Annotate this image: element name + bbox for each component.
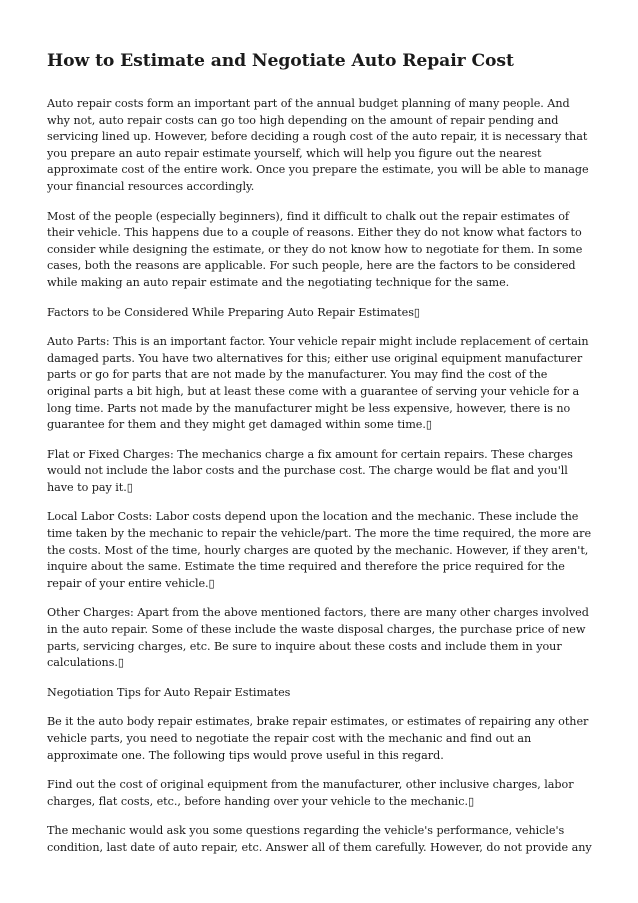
- paragraph-find-cost: Find out the cost of original equipment from the manufacturer, other inclusive charges, labor charges, flat costs, etc., before handing over your vehicle to the mechanic.▯: [47, 778, 574, 808]
- paragraph-negotiation-intro: Be it the auto body repair estimates, brake repair estimates, or estimates of repairing any other vehicle parts, you need to negotiate the repair cost with the mechanic and find out an approximate one. The following tips would prove useful in this regard.: [47, 715, 589, 762]
- document-title: How to Estimate and Negotiate Auto Repair Cost: [47, 51, 514, 71]
- paragraph-beginners: Most of the people (especially beginners), find it difficult to chalk out the repair estimates of their vehicle. This happens due to a couple of reasons. Either they do not know what factors to consider while designing the estimate, or they do not know how to negotiate for them. In some cases, both the reasons are applicable. For such people, here are the factors to be considered while making an auto repair estimate and the negotiating technique for the same.: [47, 209, 583, 289]
- paragraph-flat-charges: Flat or Fixed Charges: The mechanics charge a fix amount for certain repairs. These charges would not include the labor costs and the purchase cost. The charge would be flat and you'll have to pay it.▯: [47, 447, 573, 494]
- section-heading-factors: Factors to be Considered While Preparing Auto Repair Estimates▯: [47, 305, 420, 319]
- paragraph-auto-parts: Auto Parts: This is an important factor. Your vehicle repair might include replacement of certain damaged parts. You have two alternatives for this; either use original equipment manufacturer parts or go for parts that are not made by the manufacturer. You may find the cost of the original parts a bit high, but at least these come with a guarantee of serving your vehicle for a long time. Parts not made by the manufacturer might be less expensive, however, there is no guarantee for them and they might get damaged within some time.▯: [47, 335, 589, 432]
- paragraph-labor-costs: Local Labor Costs: Labor costs depend upon the location and the mechanic. These include the time taken by the mechanic to repair the vehicle/part. The more the time required, the more are the costs. Most of the time, hourly charges are quoted by the mechanic. However, if they aren't, inquire about the same. Estimate the time required and therefore the price required for the repair of your entire vehicle.▯: [47, 510, 592, 590]
- section-heading-negotiation: Negotiation Tips for Auto Repair Estimates: [47, 685, 291, 699]
- paragraph-intro: Auto repair costs form an important part of the annual budget planning of many people. And why not, auto repair costs can go too high depending on the amount of repair pending and servicing lined up. However, before deciding a rough cost of the auto repair, it is necessary that you prepare an auto repair estimate yourself, which will help you figure out the nearest approximate cost of the entire work. Once you prepare the estimate, you will be able to manage your financial resources accordingly.: [47, 97, 589, 193]
- paragraph-other-charges: Other Charges: Apart from the above mentioned factors, there are many other charges involved in the auto repair. Some of these include the waste disposal charges, the purchase price of new parts, servicing charges, etc. Be sure to inquire about these costs and include them in your calculations.▯: [47, 606, 589, 670]
- paragraph-mechanic-questions: The mechanic would ask you some questions regarding the vehicle's performance, vehicle's condition, last date of auto repair, etc. Answer all of them carefully. However, do not provide any: [47, 824, 592, 854]
